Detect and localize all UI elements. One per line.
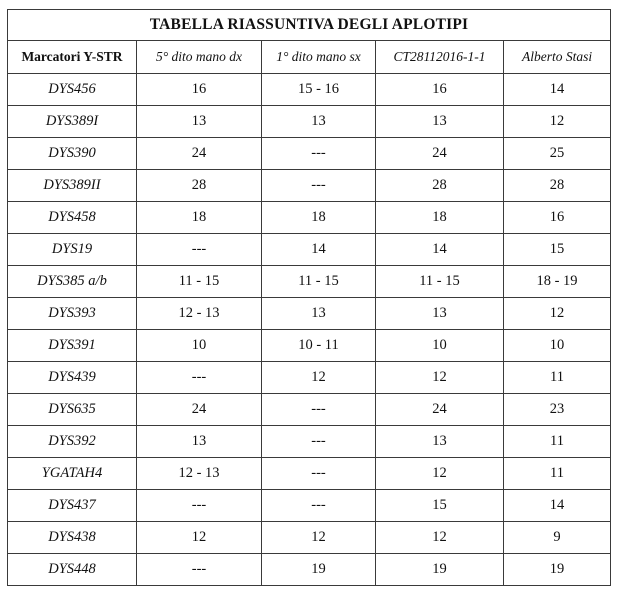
value-cell: 10: [504, 330, 611, 362]
marker-cell: DYS437: [8, 490, 137, 522]
marker-cell: DYS391: [8, 330, 137, 362]
value-cell: 11 - 15: [262, 266, 376, 298]
value-cell: 19: [262, 554, 376, 586]
value-cell: 11 - 15: [137, 266, 262, 298]
value-cell: 10: [137, 330, 262, 362]
value-cell: 12: [137, 522, 262, 554]
marker-cell: DYS448: [8, 554, 137, 586]
value-cell: 18: [137, 202, 262, 234]
table-row: [8, 74, 611, 106]
value-cell: 18: [376, 202, 504, 234]
value-cell: 14: [504, 74, 611, 106]
table-row: [8, 490, 611, 522]
table-row: [8, 106, 611, 138]
haplotype-summary-table: [7, 9, 611, 586]
value-cell: 9: [504, 522, 611, 554]
value-cell: ---: [137, 234, 262, 266]
value-cell: 13: [137, 106, 262, 138]
header-markers: Marcatori Y-STR: [8, 41, 137, 74]
value-cell: 16: [376, 74, 504, 106]
header-1st-finger-left: 1° dito mano sx: [262, 41, 376, 74]
value-cell: 11: [504, 458, 611, 490]
value-cell: 12: [376, 362, 504, 394]
header-alberto-stasi: Alberto Stasi: [504, 41, 611, 74]
marker-cell: DYS19: [8, 234, 137, 266]
marker-cell: DYS390: [8, 138, 137, 170]
value-cell: 13: [262, 106, 376, 138]
value-cell: ---: [262, 490, 376, 522]
table-row: [8, 170, 611, 202]
marker-cell: DYS392: [8, 426, 137, 458]
value-cell: 28: [504, 170, 611, 202]
table-row: [8, 138, 611, 170]
value-cell: 24: [376, 394, 504, 426]
value-cell: 15: [376, 490, 504, 522]
value-cell: 12 - 13: [137, 458, 262, 490]
marker-cell: YGATAH4: [8, 458, 137, 490]
value-cell: 13: [376, 298, 504, 330]
value-cell: 12: [504, 106, 611, 138]
value-cell: 18: [262, 202, 376, 234]
marker-cell: DYS389II: [8, 170, 137, 202]
value-cell: 23: [504, 394, 611, 426]
value-cell: 14: [262, 234, 376, 266]
marker-cell: DYS438: [8, 522, 137, 554]
value-cell: 10: [376, 330, 504, 362]
table-row: [8, 458, 611, 490]
value-cell: ---: [262, 170, 376, 202]
value-cell: 11: [504, 426, 611, 458]
value-cell: ---: [262, 138, 376, 170]
value-cell: ---: [137, 362, 262, 394]
value-cell: 28: [376, 170, 504, 202]
value-cell: ---: [137, 554, 262, 586]
table-title: TABELLA RIASSUNTIVA DEGLI APLOTIPI: [8, 10, 611, 41]
header-5th-finger-right: 5° dito mano dx: [137, 41, 262, 74]
header-sample-ct28112016: CT28112016-1-1: [376, 41, 504, 74]
value-cell: 11 - 15: [376, 266, 504, 298]
value-cell: ---: [262, 458, 376, 490]
table-row: [8, 330, 611, 362]
value-cell: 24: [376, 138, 504, 170]
value-cell: 12: [262, 362, 376, 394]
value-cell: 25: [504, 138, 611, 170]
value-cell: 11: [504, 362, 611, 394]
value-cell: 14: [504, 490, 611, 522]
marker-cell: DYS635: [8, 394, 137, 426]
value-cell: 12: [504, 298, 611, 330]
marker-cell: DYS389I: [8, 106, 137, 138]
marker-cell: DYS439: [8, 362, 137, 394]
value-cell: ---: [262, 426, 376, 458]
value-cell: 13: [376, 106, 504, 138]
value-cell: 12: [262, 522, 376, 554]
table-row: [8, 394, 611, 426]
value-cell: 13: [137, 426, 262, 458]
value-cell: ---: [137, 490, 262, 522]
value-cell: 19: [504, 554, 611, 586]
value-cell: 15: [504, 234, 611, 266]
value-cell: 13: [376, 426, 504, 458]
value-cell: 24: [137, 138, 262, 170]
value-cell: 15 - 16: [262, 74, 376, 106]
table-title-row: [8, 10, 611, 41]
table-row: [8, 522, 611, 554]
table-row: [8, 298, 611, 330]
table-row: [8, 234, 611, 266]
value-cell: 16: [137, 74, 262, 106]
value-cell: 12: [376, 522, 504, 554]
value-cell: 18 - 19: [504, 266, 611, 298]
table-row: [8, 362, 611, 394]
table-header-row: [8, 41, 611, 74]
value-cell: 12 - 13: [137, 298, 262, 330]
value-cell: 10 - 11: [262, 330, 376, 362]
value-cell: 13: [262, 298, 376, 330]
table-row: [8, 426, 611, 458]
value-cell: 24: [137, 394, 262, 426]
table-row: [8, 266, 611, 298]
value-cell: 14: [376, 234, 504, 266]
marker-cell: DYS458: [8, 202, 137, 234]
marker-cell: DYS385 a/b: [8, 266, 137, 298]
value-cell: ---: [262, 394, 376, 426]
marker-cell: DYS456: [8, 74, 137, 106]
value-cell: 12: [376, 458, 504, 490]
value-cell: 19: [376, 554, 504, 586]
table-row: [8, 202, 611, 234]
value-cell: 28: [137, 170, 262, 202]
marker-cell: DYS393: [8, 298, 137, 330]
table-row: [8, 554, 611, 586]
value-cell: 16: [504, 202, 611, 234]
